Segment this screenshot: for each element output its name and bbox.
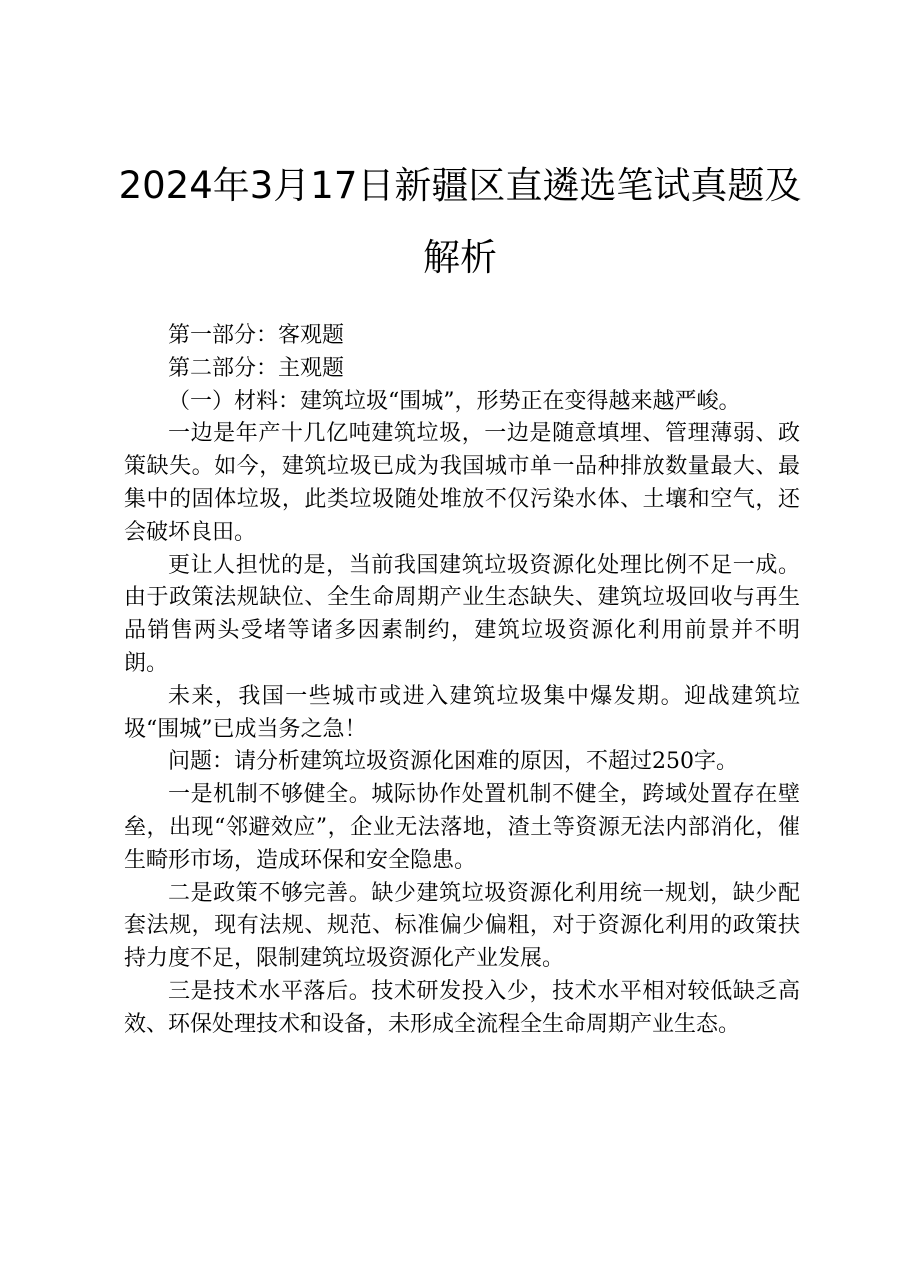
paragraph-answer-3: 三是技术水平落后。技术研发投入少，技术水平相对较低缺乏高效、环保处理技术和设备，未形成全流程全生命周期产业生态。 bbox=[124, 978, 800, 1037]
paragraph-material-2: 更让人担忧的是，当前我国建筑垃圾资源化处理比例不足一成。由于政策法规缺位、全生命周期产业生态缺失、建筑垃圾回收与再生品销售两头受堵等诸多因素制约，建筑垃圾资源化利用前景并不明朗。 bbox=[124, 552, 800, 676]
paragraph-material-intro: （一）材料：建筑垃圾“围城”，形势正在变得越来越严峻。 bbox=[168, 388, 741, 414]
document-title: 2024年3月17日新疆区直遴选笔试真题及解析 bbox=[118, 164, 802, 279]
document-body bbox=[124, 320, 800, 1042]
paragraph-part-one: 第一部分：客观题 bbox=[168, 323, 345, 348]
paragraph-answer-1: 一是机制不够健全。城际协作处置机制不健全，跨域处置存在壁垒，出现“邻避效应”，企业无法落地，渣土等资源无法内部消化，催生畸形市场，造成环保和安全隐患。 bbox=[124, 782, 800, 873]
paragraph-question: 问题：请分析建筑垃圾资源化困难的原因，不超过250字。 bbox=[168, 749, 738, 775]
paragraph-answer-2: 二是政策不够完善。缺少建筑垃圾资源化利用统一规划，缺少配套法规，现有法规、规范、标准偏少偏粗，对于资源化利用的政策扶持力度不足，限制建筑垃圾资源化产业发展。 bbox=[124, 880, 800, 972]
paragraph-material-3: 未来，我国一些城市或进入建筑垃圾集中爆发期。迎战建筑垃圾“围城”已成当务之急！ bbox=[124, 683, 800, 742]
paragraph-material-1: 一边是年产十几亿吨建筑垃圾，一边是随意填埋、管理薄弱、政策缺失。如今，建筑垃圾已成为我国城市单一品种排放数量最大、最集中的固体垃圾，此类垃圾随处堆放不仅污染水体、土壤和空气，还会破坏良田。 bbox=[124, 421, 800, 545]
paragraph-part-two: 第二部分：主观题 bbox=[168, 355, 345, 381]
